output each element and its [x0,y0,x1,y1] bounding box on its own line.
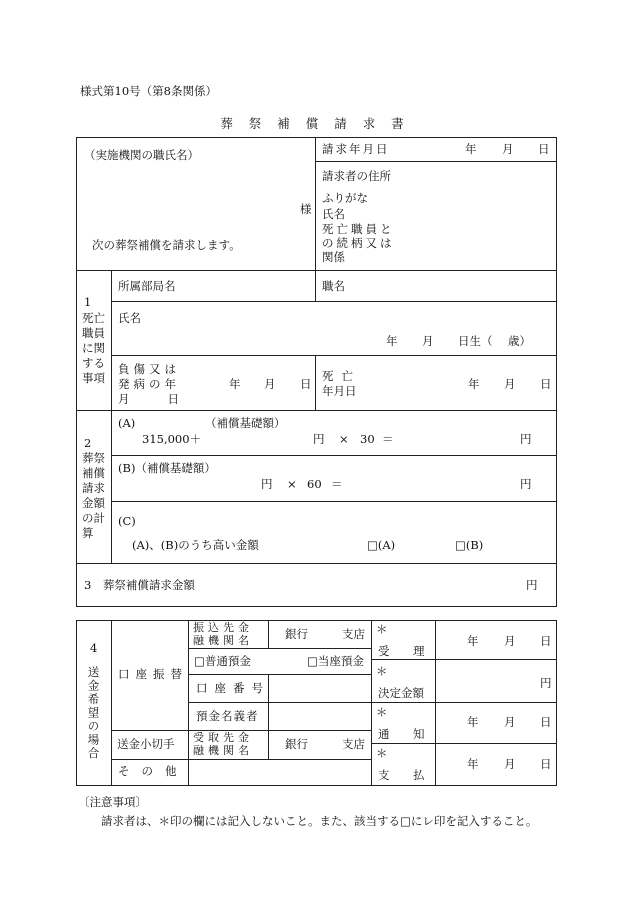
recv-bank-label-2: 融機関名 [193,744,253,757]
section1-label-5: 事項 [82,371,105,385]
notes-heading: 〔注意事項〕 [78,795,147,809]
requester-address-label: 請求者の住所 [322,169,391,183]
section2-label-6: 算 [82,526,94,540]
payment-year: 年 [467,757,479,771]
injury-month: 月 [264,377,276,391]
payment-label: 支 払 [378,768,431,782]
birth-year: 年 [386,334,398,348]
calc-a-result-yen: 円 [520,432,532,446]
section2-label-3: 請求 [82,481,105,495]
request-date-month: 月 [502,142,514,156]
notice-day: 日 [540,715,552,729]
payment-day: 日 [540,757,552,771]
calc-c-label: (C) [118,514,136,528]
furigana-label: ふりがな [322,191,368,205]
institution-label: （実施機関の職氏名） [84,148,199,162]
receipt-label: 受 理 [378,644,431,658]
relation-label-2: の続柄又は [322,236,395,250]
calc-a-equals: ＝ [382,432,394,446]
bank-text: 銀行 [285,627,308,641]
section2-label-5: の計 [82,511,105,525]
sama-label: 様 [300,202,312,216]
payment-month: 月 [504,757,516,771]
calc-a-label: (A) [118,416,136,430]
decision-yen: 円 [540,676,552,690]
calc-b-times: × [287,477,297,491]
notice-year: 年 [467,715,479,729]
account-transfer-label: 口座振替 [118,667,188,681]
death-label-1: 死亡 [322,369,361,383]
notice-month: 月 [504,715,516,729]
normal-deposit-checkbox[interactable]: □普通預金 [194,654,251,668]
recv-bank-label-1: 受取先金 [193,731,253,744]
dept-label: 所属部局名 [118,279,176,293]
bank-label-1: 振込先金 [193,621,253,634]
branch-text: 支店 [342,627,365,641]
page-title: 葬 祭 補 償 請 求 書 [220,116,410,131]
section4-number: 4 [90,641,98,655]
deceased-name-label: 氏名 [118,311,141,325]
decision-amount-label: 決定金額 [378,686,424,700]
recv-branch-text: 支店 [342,737,365,751]
other-label: その他 [118,764,189,778]
section2-label-1: 葬祭 [82,451,105,465]
remittance-check-label: 送金小切手 [117,737,175,751]
calc-b-yen: 円 [261,477,273,491]
calc-a-base-label: （補償基礎額） [205,416,286,430]
death-month: 月 [504,377,516,391]
request-date-day: 日 [538,142,550,156]
section1-label-2: 職員 [82,326,105,340]
star-receipt: ＊ [376,622,388,636]
star-notice: ＊ [376,705,388,719]
injury-year: 年 [229,377,241,391]
death-year: 年 [468,377,480,391]
calc-c-option-a[interactable]: □(A) [367,538,396,552]
calc-a-factor: 30 [360,432,375,446]
calc-c-text: (A)、(B)のうち高い金額 [132,538,259,552]
calc-b-label: (B)（補償基礎額） [118,461,216,475]
injury-label-1: 負傷又は [118,362,180,376]
form-number: 様式第10号（第8条関係） [80,84,217,98]
section1-label-3: に関 [82,341,105,355]
calc-a-formula: 315,000＋ [142,432,202,446]
section1-label-4: する [82,356,105,370]
bank-label-2: 融機関名 [193,634,253,647]
account-number-label: 口座番号 [196,681,270,695]
calc-b-factor: 60 [307,477,322,491]
section4-label: 送金希望の場合 [86,666,101,761]
star-decision: ＊ [376,664,388,678]
death-label-2: 年月日 [322,384,357,398]
relation-label-1: 死亡職員と [322,222,395,236]
age-label: 歳） [508,334,531,348]
birth-month: 月 [422,334,434,348]
section1-number: 1 [84,295,92,309]
request-date-label: 請求年月日 [322,142,390,156]
request-text: 次の葬祭補償を請求します。 [92,238,241,252]
section2-number: 2 [84,436,92,450]
notice-label: 通 知 [378,727,431,741]
injury-label-2: 発病の年 [118,377,180,391]
recv-bank-text: 銀行 [285,737,308,751]
star-payment: ＊ [376,746,388,760]
birth-day: 日生（ [458,334,493,348]
section3-label: 3 葬祭補償請求金額 [84,578,195,592]
calc-b-result-yen: 円 [520,477,532,491]
request-date-year: 年 [465,142,477,156]
calc-a-times: × [339,432,349,446]
injury-day: 日 [300,377,312,391]
remittance-table [76,620,557,786]
section2-label-4: 金額 [82,496,105,510]
receipt-year: 年 [467,634,479,648]
section2-label-2: 補償 [82,466,105,480]
calc-a-yen: 円 [313,432,325,446]
job-title-label: 職名 [322,279,345,293]
receipt-month: 月 [504,634,516,648]
current-deposit-checkbox[interactable]: □当座預金 [307,654,364,668]
relation-label-3: 関係 [322,250,345,264]
section1-label-1: 死亡 [82,311,105,325]
section3-yen: 円 [526,578,538,592]
calc-c-option-b[interactable]: □(B) [455,538,484,552]
calc-b-equals: ＝ [331,477,343,491]
requester-name-label: 氏名 [322,207,345,221]
death-day: 日 [540,377,552,391]
notes-text: 請求者は、＊印の欄には記入しないこと。また、該当する□にレ印を記入すること。 [101,814,538,828]
account-holder-label: 預金名義者 [196,709,259,723]
receipt-day: 日 [540,634,552,648]
injury-label-3: 月日 [118,392,217,406]
